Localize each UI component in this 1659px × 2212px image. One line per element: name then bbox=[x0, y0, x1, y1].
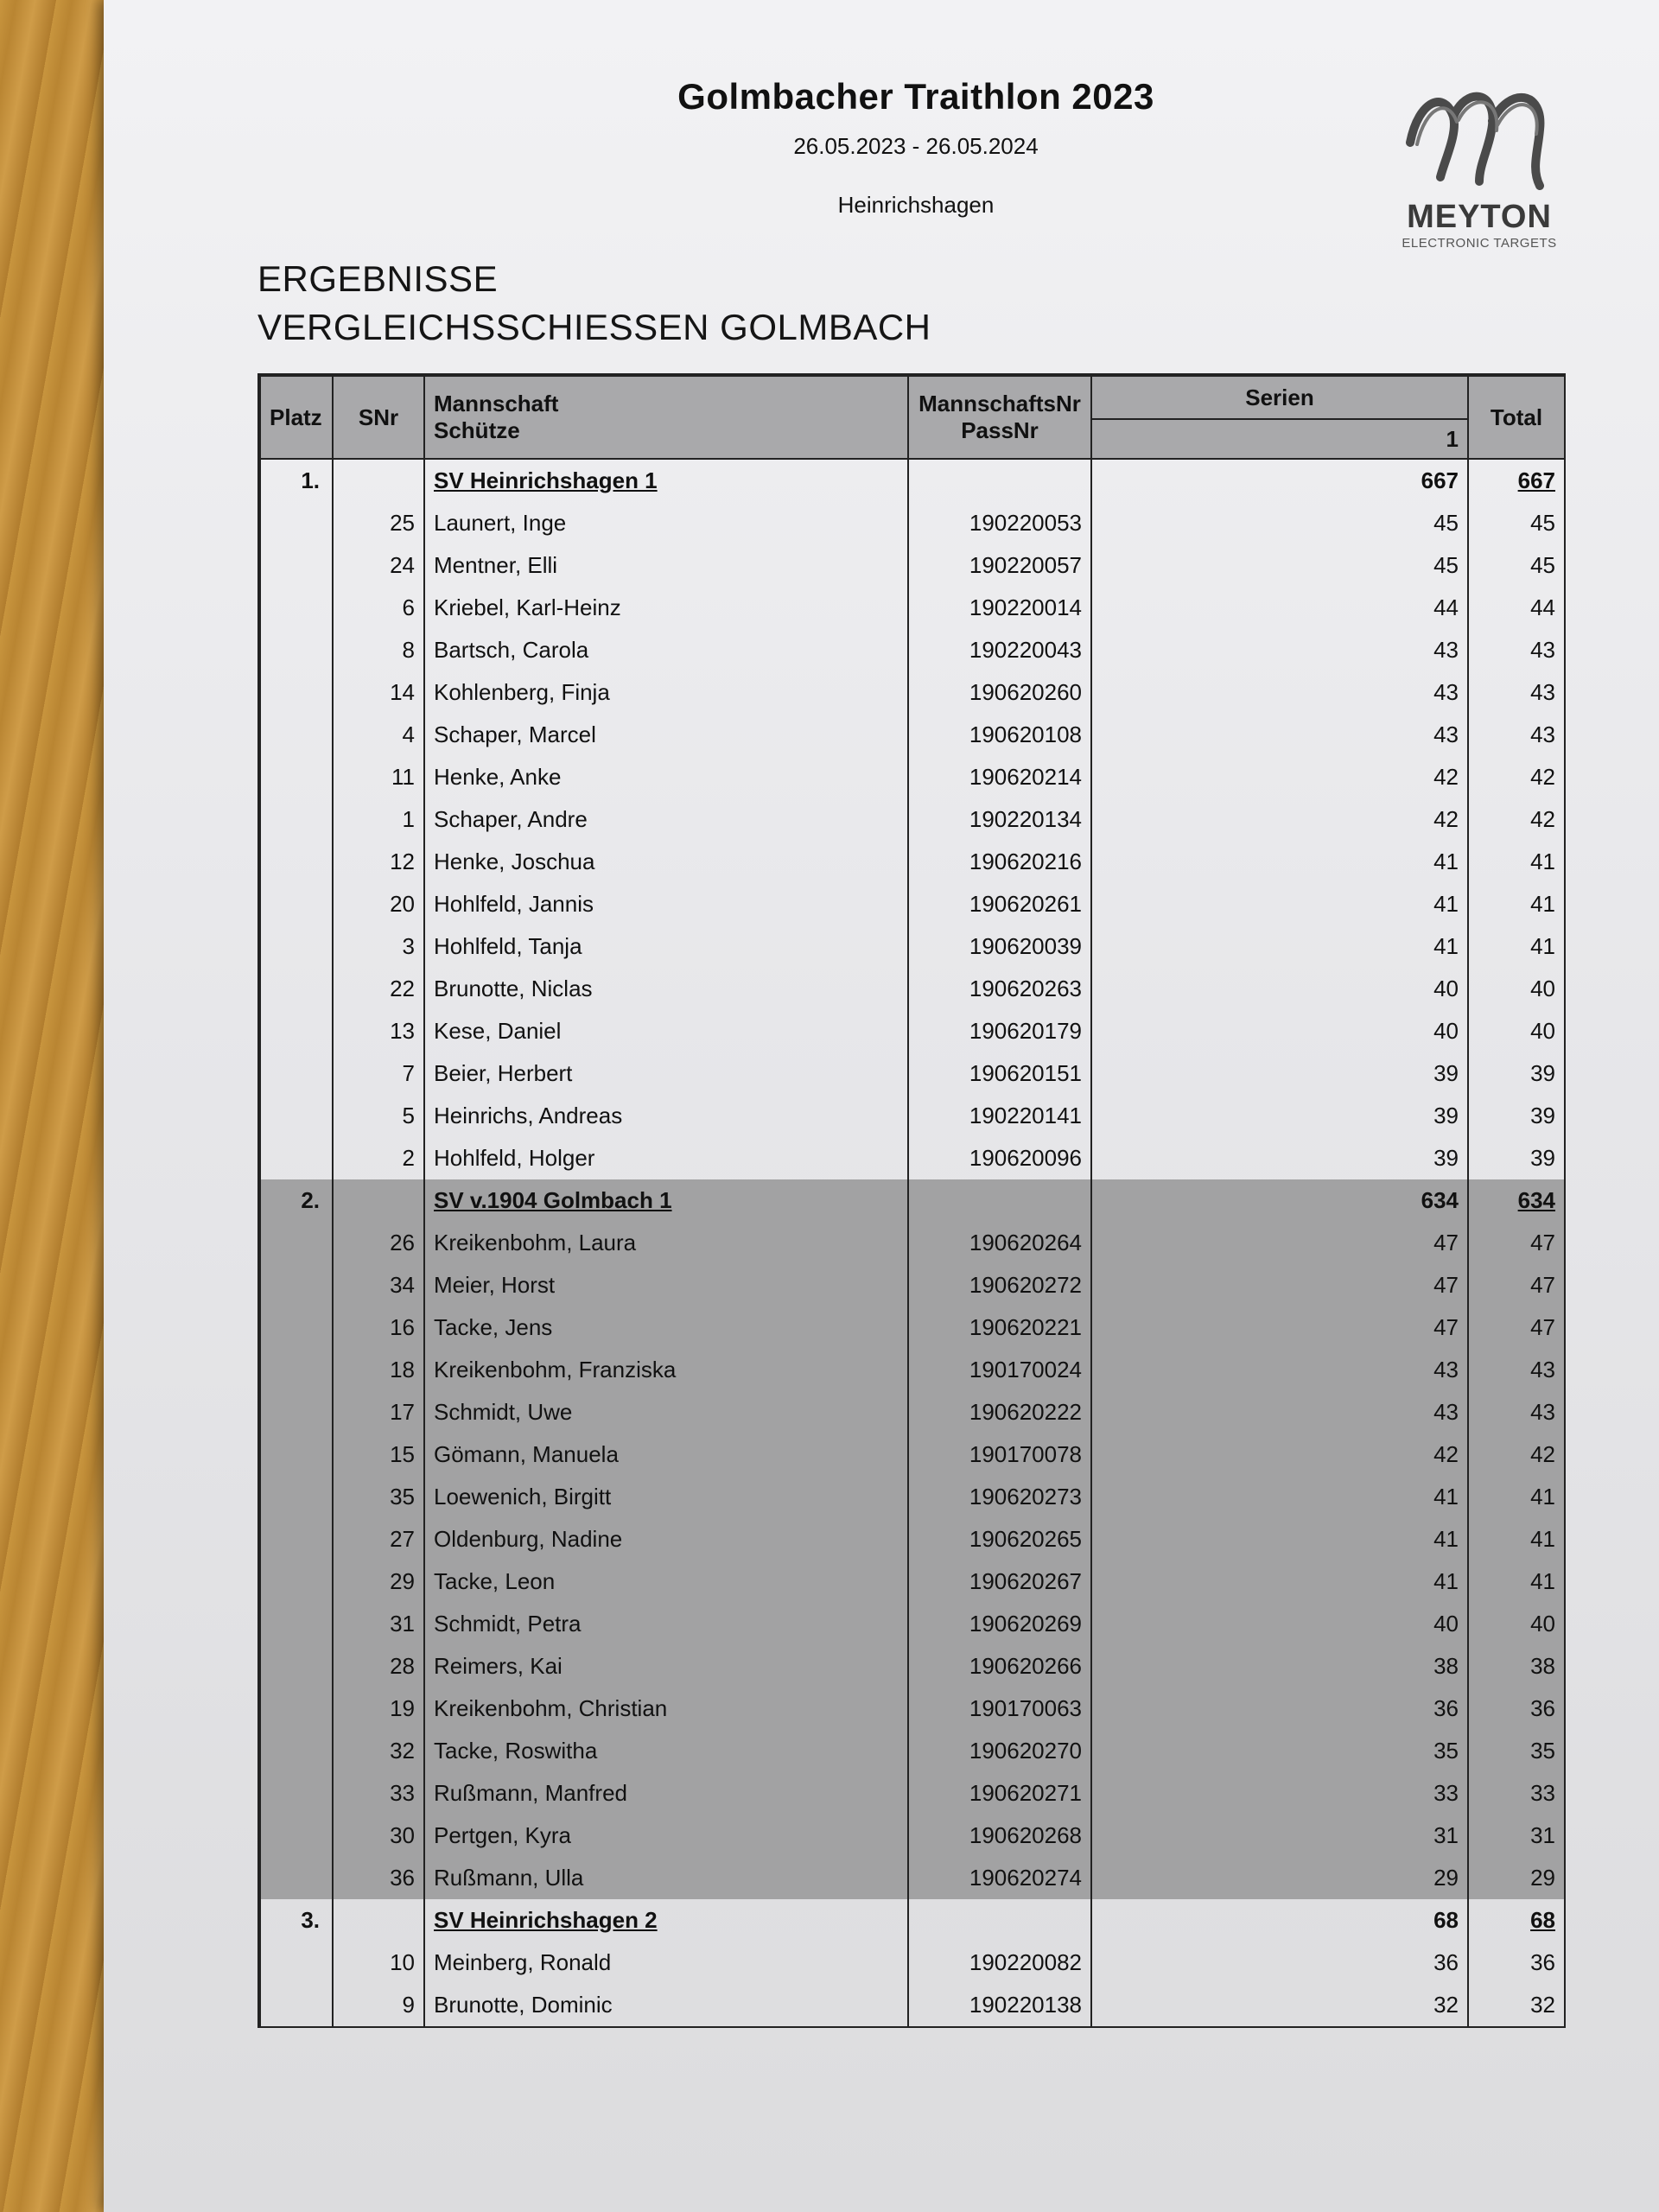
shooter-serie: 36 bbox=[1091, 1688, 1468, 1730]
shooter-row bbox=[260, 925, 1565, 968]
shooter-name: Tacke, Roswitha bbox=[424, 1730, 908, 1772]
team-name-cell bbox=[424, 1899, 908, 1942]
shooter-platz-empty bbox=[260, 1645, 333, 1688]
shooter-snr: 17 bbox=[333, 1391, 424, 1433]
shooter-total: 41 bbox=[1468, 883, 1565, 925]
shooter-row bbox=[260, 1815, 1565, 1857]
shooter-serie: 43 bbox=[1091, 1349, 1468, 1391]
shooter-total: 36 bbox=[1468, 1688, 1565, 1730]
shooter-passnr: 190220134 bbox=[908, 798, 1091, 841]
shooter-row bbox=[260, 1306, 1565, 1349]
shooter-passnr: 190620179 bbox=[908, 1010, 1091, 1052]
event-location: Heinrichshagen bbox=[837, 192, 995, 218]
shooter-serie: 47 bbox=[1091, 1264, 1468, 1306]
shooter-serie: 35 bbox=[1091, 1730, 1468, 1772]
shooter-passnr: 190620265 bbox=[908, 1518, 1091, 1560]
shooter-serie: 41 bbox=[1091, 1476, 1468, 1518]
shooter-snr: 18 bbox=[333, 1349, 424, 1391]
shooter-platz-empty bbox=[260, 798, 333, 841]
shooter-total: 35 bbox=[1468, 1730, 1565, 1772]
team-serie: 68 bbox=[1433, 1907, 1459, 1933]
team-total-cell bbox=[1468, 459, 1565, 502]
team-snr-empty-cell bbox=[333, 459, 424, 502]
shooter-snr: 14 bbox=[333, 671, 424, 714]
shooter-passnr: 190620039 bbox=[908, 925, 1091, 968]
shooter-name: Tacke, Leon bbox=[424, 1560, 908, 1603]
team-total: 68 bbox=[1530, 1907, 1555, 1933]
team-serie-cell bbox=[1091, 1179, 1468, 1222]
team-row bbox=[260, 1899, 1565, 1942]
shooter-row bbox=[260, 756, 1565, 798]
logo-wordmark: MEYTON bbox=[1407, 199, 1552, 235]
shooter-serie: 43 bbox=[1091, 714, 1468, 756]
shooter-snr: 34 bbox=[333, 1264, 424, 1306]
shooter-name: Heinrichs, Andreas bbox=[424, 1095, 908, 1137]
shooter-passnr: 190620096 bbox=[908, 1137, 1091, 1179]
shooter-platz-empty bbox=[260, 544, 333, 587]
shooter-row bbox=[260, 1772, 1565, 1815]
shooter-name: Brunotte, Dominic bbox=[424, 1984, 908, 2026]
results-table-container bbox=[257, 373, 1566, 2028]
header-passnr: PassNr bbox=[961, 417, 1039, 443]
results-table bbox=[259, 375, 1566, 2026]
shooter-name: Kriebel, Karl-Heinz bbox=[424, 587, 908, 629]
shooter-name: Bartsch, Carola bbox=[424, 629, 908, 671]
shooter-snr: 31 bbox=[333, 1603, 424, 1645]
team-total-cell bbox=[1468, 1179, 1565, 1222]
shooter-name: Gömann, Manuela bbox=[424, 1433, 908, 1476]
shooter-snr: 20 bbox=[333, 883, 424, 925]
shooter-serie: 45 bbox=[1091, 502, 1468, 544]
shooter-total: 42 bbox=[1468, 1433, 1565, 1476]
shooter-platz-empty bbox=[260, 1772, 333, 1815]
shooter-passnr: 190170063 bbox=[908, 1688, 1091, 1730]
shooter-passnr: 190220057 bbox=[908, 544, 1091, 587]
shooter-snr: 1 bbox=[333, 798, 424, 841]
header-mannschaftsnr: MannschaftsNr bbox=[918, 391, 1081, 416]
shooter-name: Hohlfeld, Jannis bbox=[424, 883, 908, 925]
team-name: SV Heinrichshagen 1 bbox=[434, 467, 658, 493]
shooter-total: 43 bbox=[1468, 629, 1565, 671]
shooter-serie: 40 bbox=[1091, 1603, 1468, 1645]
header-serien: Serien bbox=[1091, 376, 1468, 419]
shooter-serie: 40 bbox=[1091, 968, 1468, 1010]
shooter-name: Henke, Joschua bbox=[424, 841, 908, 883]
shooter-serie: 43 bbox=[1091, 629, 1468, 671]
shooter-platz-empty bbox=[260, 1857, 333, 1899]
shooter-name: Schaper, Marcel bbox=[424, 714, 908, 756]
team-snr-empty-cell bbox=[333, 1179, 424, 1222]
shooter-passnr: 190170024 bbox=[908, 1349, 1091, 1391]
shooter-snr: 28 bbox=[333, 1645, 424, 1688]
shooter-total: 43 bbox=[1468, 671, 1565, 714]
shooter-total: 41 bbox=[1468, 841, 1565, 883]
shooter-row bbox=[260, 1010, 1565, 1052]
shooter-snr: 35 bbox=[333, 1476, 424, 1518]
shooter-row bbox=[260, 841, 1565, 883]
shooter-passnr: 190620266 bbox=[908, 1645, 1091, 1688]
shooter-platz-empty bbox=[260, 1688, 333, 1730]
shooter-passnr: 190620267 bbox=[908, 1560, 1091, 1603]
shooter-snr: 11 bbox=[333, 756, 424, 798]
shooter-serie: 40 bbox=[1091, 1010, 1468, 1052]
shooter-serie: 41 bbox=[1091, 883, 1468, 925]
shooter-passnr: 190620263 bbox=[908, 968, 1091, 1010]
shooter-platz-empty bbox=[260, 1476, 333, 1518]
shooter-total: 43 bbox=[1468, 714, 1565, 756]
shooter-name: Hohlfeld, Holger bbox=[424, 1137, 908, 1179]
shooter-passnr: 190220141 bbox=[908, 1095, 1091, 1137]
shooter-total: 43 bbox=[1468, 1391, 1565, 1433]
shooter-total: 40 bbox=[1468, 1010, 1565, 1052]
shooter-passnr: 190620151 bbox=[908, 1052, 1091, 1095]
shooter-name: Henke, Anke bbox=[424, 756, 908, 798]
shooter-total: 45 bbox=[1468, 502, 1565, 544]
shooter-passnr: 190620270 bbox=[908, 1730, 1091, 1772]
shooter-name: Rußmann, Manfred bbox=[424, 1772, 908, 1815]
header-total: Total bbox=[1468, 376, 1565, 459]
shooter-snr: 4 bbox=[333, 714, 424, 756]
team-name: SV Heinrichshagen 2 bbox=[434, 1907, 658, 1933]
shooter-total: 40 bbox=[1468, 1603, 1565, 1645]
shooter-total: 39 bbox=[1468, 1095, 1565, 1137]
team-serie-cell bbox=[1091, 459, 1468, 502]
shooter-row bbox=[260, 1349, 1565, 1391]
header-serie-1: 1 bbox=[1091, 419, 1468, 459]
shooter-snr: 10 bbox=[333, 1942, 424, 1984]
header-mannschaft: Mannschaft bbox=[434, 391, 559, 416]
shooter-passnr: 190620268 bbox=[908, 1815, 1091, 1857]
shooter-serie: 29 bbox=[1091, 1857, 1468, 1899]
shooter-passnr: 190620221 bbox=[908, 1306, 1091, 1349]
shooter-name: Tacke, Jens bbox=[424, 1306, 908, 1349]
shooter-name: Schmidt, Uwe bbox=[424, 1391, 908, 1433]
shooter-serie: 47 bbox=[1091, 1306, 1468, 1349]
shooter-row bbox=[260, 714, 1565, 756]
shooter-total: 47 bbox=[1468, 1306, 1565, 1349]
shooter-platz-empty bbox=[260, 1264, 333, 1306]
shooter-total: 40 bbox=[1468, 968, 1565, 1010]
shooter-total: 36 bbox=[1468, 1942, 1565, 1984]
heading-line-1: ERGEBNISSE bbox=[257, 258, 499, 299]
shooter-total: 47 bbox=[1468, 1264, 1565, 1306]
shooter-name: Hohlfeld, Tanja bbox=[424, 925, 908, 968]
shooter-name: Meinberg, Ronald bbox=[424, 1942, 908, 1984]
shooter-row bbox=[260, 798, 1565, 841]
shooter-platz-empty bbox=[260, 841, 333, 883]
shooter-snr: 19 bbox=[333, 1688, 424, 1730]
shooter-total: 39 bbox=[1468, 1052, 1565, 1095]
event-dates: 26.05.2023 - 26.05.2024 bbox=[793, 133, 1039, 159]
shooter-row bbox=[260, 1560, 1565, 1603]
team-platz-cell bbox=[260, 1179, 333, 1222]
shooter-passnr: 190220082 bbox=[908, 1942, 1091, 1984]
shooter-serie: 43 bbox=[1091, 671, 1468, 714]
header-mannschaft-schuetze bbox=[424, 376, 908, 459]
shooter-passnr: 190620214 bbox=[908, 756, 1091, 798]
team-name-cell bbox=[424, 1179, 908, 1222]
results-body bbox=[260, 459, 1565, 2026]
logo-tagline: ELECTRONIC TARGETS bbox=[1402, 236, 1557, 251]
shooter-snr: 6 bbox=[333, 587, 424, 629]
shooter-name: Rußmann, Ulla bbox=[424, 1857, 908, 1899]
shooter-name: Loewenich, Birgitt bbox=[424, 1476, 908, 1518]
shooter-snr: 33 bbox=[333, 1772, 424, 1815]
team-serie: 634 bbox=[1421, 1187, 1459, 1213]
shooter-serie: 39 bbox=[1091, 1095, 1468, 1137]
shooter-row bbox=[260, 1137, 1565, 1179]
shooter-total: 33 bbox=[1468, 1772, 1565, 1815]
shooter-platz-empty bbox=[260, 1306, 333, 1349]
shooter-total: 29 bbox=[1468, 1857, 1565, 1899]
shooter-platz-empty bbox=[260, 671, 333, 714]
shooter-snr: 36 bbox=[333, 1857, 424, 1899]
shooter-platz-empty bbox=[260, 1603, 333, 1645]
shooter-serie: 31 bbox=[1091, 1815, 1468, 1857]
shooter-total: 45 bbox=[1468, 544, 1565, 587]
shooter-passnr: 190620272 bbox=[908, 1264, 1091, 1306]
shooter-passnr: 190620274 bbox=[908, 1857, 1091, 1899]
shooter-name: Schmidt, Petra bbox=[424, 1603, 908, 1645]
shooter-platz-empty bbox=[260, 1137, 333, 1179]
shooter-snr: 13 bbox=[333, 1010, 424, 1052]
shooter-serie: 39 bbox=[1091, 1052, 1468, 1095]
team-name: SV v.1904 Golmbach 1 bbox=[434, 1187, 672, 1213]
team-serie: 667 bbox=[1421, 467, 1459, 493]
shooter-row bbox=[260, 1730, 1565, 1772]
shooter-snr: 8 bbox=[333, 629, 424, 671]
shooter-row bbox=[260, 1645, 1565, 1688]
shooter-total: 41 bbox=[1468, 925, 1565, 968]
shooter-snr: 29 bbox=[333, 1560, 424, 1603]
shooter-name: Launert, Inge bbox=[424, 502, 908, 544]
shooter-snr: 32 bbox=[333, 1730, 424, 1772]
shooter-name: Kese, Daniel bbox=[424, 1010, 908, 1052]
shooter-serie: 41 bbox=[1091, 925, 1468, 968]
shooter-name: Beier, Herbert bbox=[424, 1052, 908, 1095]
shooter-total: 43 bbox=[1468, 1349, 1565, 1391]
shooter-passnr: 190220053 bbox=[908, 502, 1091, 544]
shooter-row bbox=[260, 629, 1565, 671]
shooter-serie: 38 bbox=[1091, 1645, 1468, 1688]
team-pass-empty-cell bbox=[908, 1179, 1091, 1222]
heading-line-2: VERGLEICHSSCHIESSEN GOLMBACH bbox=[257, 307, 931, 347]
shooter-total: 44 bbox=[1468, 587, 1565, 629]
shooter-snr: 27 bbox=[333, 1518, 424, 1560]
shooter-row bbox=[260, 544, 1565, 587]
shooter-snr: 24 bbox=[333, 544, 424, 587]
shooter-serie: 42 bbox=[1091, 798, 1468, 841]
shooter-total: 41 bbox=[1468, 1560, 1565, 1603]
shooter-total: 47 bbox=[1468, 1222, 1565, 1264]
shooter-name: Schaper, Andre bbox=[424, 798, 908, 841]
shooter-passnr: 190620273 bbox=[908, 1476, 1091, 1518]
shooter-platz-empty bbox=[260, 1984, 333, 2026]
header-snr: SNr bbox=[333, 376, 424, 459]
shooter-passnr: 190170078 bbox=[908, 1433, 1091, 1476]
shooter-row bbox=[260, 1391, 1565, 1433]
shooter-passnr: 190620260 bbox=[908, 671, 1091, 714]
shooter-row bbox=[260, 1857, 1565, 1899]
shooter-row bbox=[260, 1603, 1565, 1645]
team-serie-cell bbox=[1091, 1899, 1468, 1942]
shooter-name: Meier, Horst bbox=[424, 1264, 908, 1306]
team-total: 634 bbox=[1517, 1187, 1555, 1213]
shooter-passnr: 190620216 bbox=[908, 841, 1091, 883]
shooter-name: Kreikenbohm, Christian bbox=[424, 1688, 908, 1730]
meyton-m-icon bbox=[1393, 82, 1566, 194]
shooter-serie: 45 bbox=[1091, 544, 1468, 587]
team-pass-empty-cell bbox=[908, 459, 1091, 502]
shooter-platz-empty bbox=[260, 1518, 333, 1560]
team-row bbox=[260, 459, 1565, 502]
shooter-name: Kohlenberg, Finja bbox=[424, 671, 908, 714]
shooter-passnr: 190620271 bbox=[908, 1772, 1091, 1815]
header-schuetze: Schütze bbox=[434, 417, 520, 443]
team-platz: 1. bbox=[301, 467, 320, 493]
team-platz-cell bbox=[260, 1899, 333, 1942]
team-platz-cell bbox=[260, 459, 333, 502]
shooter-name: Pertgen, Kyra bbox=[424, 1815, 908, 1857]
shooter-row bbox=[260, 1518, 1565, 1560]
shooter-row bbox=[260, 671, 1565, 714]
shooter-total: 42 bbox=[1468, 756, 1565, 798]
shooter-passnr: 190620108 bbox=[908, 714, 1091, 756]
event-title: Golmbacher Traithlon 2023 bbox=[677, 76, 1154, 117]
shooter-total: 32 bbox=[1468, 1984, 1565, 2026]
shooter-serie: 42 bbox=[1091, 756, 1468, 798]
shooter-serie: 36 bbox=[1091, 1942, 1468, 1984]
shooter-row bbox=[260, 883, 1565, 925]
shooter-platz-empty bbox=[260, 1730, 333, 1772]
shooter-name: Reimers, Kai bbox=[424, 1645, 908, 1688]
shooter-snr: 3 bbox=[333, 925, 424, 968]
shooter-platz-empty bbox=[260, 756, 333, 798]
shooter-row bbox=[260, 1984, 1565, 2026]
shooter-serie: 44 bbox=[1091, 587, 1468, 629]
header-mannschaftsnr-passnr bbox=[908, 376, 1091, 459]
shooter-row bbox=[260, 1942, 1565, 1984]
shooter-row bbox=[260, 502, 1565, 544]
shooter-total: 41 bbox=[1468, 1518, 1565, 1560]
shooter-passnr: 190220014 bbox=[908, 587, 1091, 629]
shooter-serie: 33 bbox=[1091, 1772, 1468, 1815]
shooter-name: Brunotte, Niclas bbox=[424, 968, 908, 1010]
shooter-name: Mentner, Elli bbox=[424, 544, 908, 587]
team-row bbox=[260, 1179, 1565, 1222]
shooter-serie: 47 bbox=[1091, 1222, 1468, 1264]
shooter-passnr: 190620261 bbox=[908, 883, 1091, 925]
shooter-snr: 25 bbox=[333, 502, 424, 544]
shooter-platz-empty bbox=[260, 714, 333, 756]
team-name-cell bbox=[424, 459, 908, 502]
shooter-total: 38 bbox=[1468, 1645, 1565, 1688]
shooter-passnr: 190220138 bbox=[908, 1984, 1091, 2026]
shooter-name: Kreikenbohm, Laura bbox=[424, 1222, 908, 1264]
shooter-platz-empty bbox=[260, 1942, 333, 1984]
shooter-platz-empty bbox=[260, 502, 333, 544]
shooter-serie: 41 bbox=[1091, 1518, 1468, 1560]
shooter-passnr: 190620269 bbox=[908, 1603, 1091, 1645]
shooter-serie: 32 bbox=[1091, 1984, 1468, 2026]
shooter-passnr: 190620264 bbox=[908, 1222, 1091, 1264]
shooter-platz-empty bbox=[260, 1433, 333, 1476]
shooter-total: 31 bbox=[1468, 1815, 1565, 1857]
shooter-row bbox=[260, 1052, 1565, 1095]
shooter-platz-empty bbox=[260, 629, 333, 671]
shooter-serie: 39 bbox=[1091, 1137, 1468, 1179]
team-total: 667 bbox=[1517, 467, 1555, 493]
shooter-row bbox=[260, 1688, 1565, 1730]
shooter-row bbox=[260, 1476, 1565, 1518]
shooter-snr: 9 bbox=[333, 1984, 424, 2026]
shooter-platz-empty bbox=[260, 1815, 333, 1857]
shooter-platz-empty bbox=[260, 587, 333, 629]
shooter-row bbox=[260, 1433, 1565, 1476]
shooter-row bbox=[260, 1264, 1565, 1306]
shooter-snr: 2 bbox=[333, 1137, 424, 1179]
shooter-platz-empty bbox=[260, 1222, 333, 1264]
team-snr-empty-cell bbox=[333, 1899, 424, 1942]
shooter-platz-empty bbox=[260, 925, 333, 968]
shooter-total: 41 bbox=[1468, 1476, 1565, 1518]
shooter-snr: 12 bbox=[333, 841, 424, 883]
shooter-snr: 26 bbox=[333, 1222, 424, 1264]
shooter-platz-empty bbox=[260, 1349, 333, 1391]
team-platz: 3. bbox=[301, 1907, 320, 1933]
shooter-platz-empty bbox=[260, 1052, 333, 1095]
shooter-row bbox=[260, 1222, 1565, 1264]
shooter-serie: 43 bbox=[1091, 1391, 1468, 1433]
shooter-serie: 42 bbox=[1091, 1433, 1468, 1476]
shooter-snr: 30 bbox=[333, 1815, 424, 1857]
shooter-serie: 41 bbox=[1091, 841, 1468, 883]
shooter-row bbox=[260, 587, 1565, 629]
shooter-name: Kreikenbohm, Franziska bbox=[424, 1349, 908, 1391]
shooter-platz-empty bbox=[260, 883, 333, 925]
meyton-logo bbox=[1393, 82, 1566, 251]
team-pass-empty-cell bbox=[908, 1899, 1091, 1942]
team-platz: 2. bbox=[301, 1187, 320, 1213]
header-platz: Platz bbox=[260, 376, 333, 459]
shooter-platz-empty bbox=[260, 1560, 333, 1603]
shooter-snr: 15 bbox=[333, 1433, 424, 1476]
shooter-platz-empty bbox=[260, 1391, 333, 1433]
shooter-snr: 7 bbox=[333, 1052, 424, 1095]
shooter-passnr: 190620222 bbox=[908, 1391, 1091, 1433]
shooter-platz-empty bbox=[260, 1095, 333, 1137]
shooter-row bbox=[260, 1095, 1565, 1137]
shooter-snr: 22 bbox=[333, 968, 424, 1010]
shooter-snr: 5 bbox=[333, 1095, 424, 1137]
shooter-total: 42 bbox=[1468, 798, 1565, 841]
shooter-platz-empty bbox=[260, 1010, 333, 1052]
document-heading bbox=[257, 255, 931, 352]
shooter-serie: 41 bbox=[1091, 1560, 1468, 1603]
shooter-snr: 16 bbox=[333, 1306, 424, 1349]
shooter-passnr: 190220043 bbox=[908, 629, 1091, 671]
shooter-name: Oldenburg, Nadine bbox=[424, 1518, 908, 1560]
shooter-platz-empty bbox=[260, 968, 333, 1010]
team-total-cell bbox=[1468, 1899, 1565, 1942]
shooter-row bbox=[260, 968, 1565, 1010]
shooter-total: 39 bbox=[1468, 1137, 1565, 1179]
